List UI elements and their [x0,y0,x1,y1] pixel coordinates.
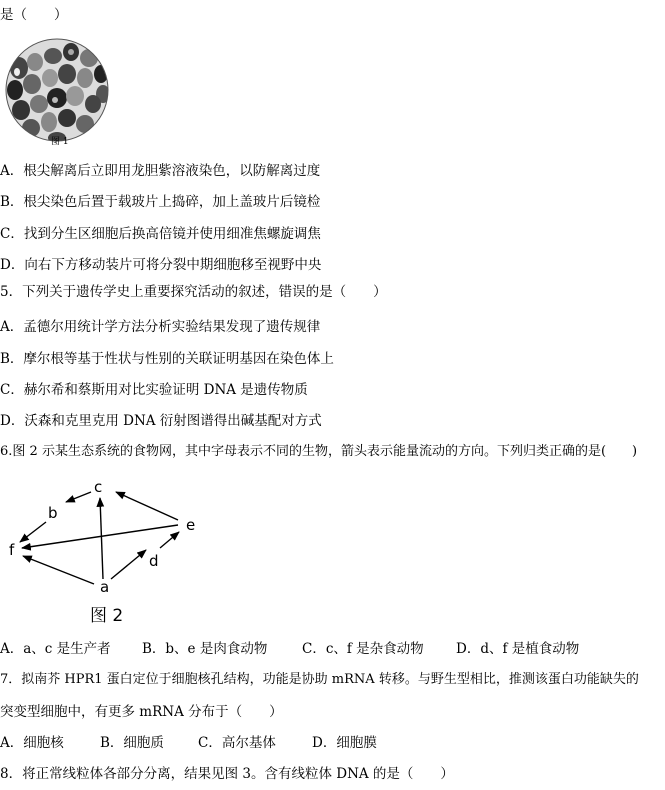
arrow-a-to-f [23,556,94,584]
q5-option-d: D．沃森和克里克用 DNA 衍射图谱得出碱基配对方式 [0,413,322,429]
arrow-a-to-d [111,550,146,579]
q4-option-d: D．向右下方移动装片可将分裂中期细胞移至视野中央 [0,257,322,273]
arrow-e-to-f [22,525,178,548]
q6-option-c: C．c、f 是杂食动物 [302,641,424,657]
node-a: a [100,578,110,596]
q5-option-b: B．摩尔根等基于性状与性别的关联证明基因在染色体上 [0,351,334,367]
food-web-diagram [6,478,220,600]
arrow-c-to-b [66,492,91,502]
figure-1-caption: 图 1 [51,137,69,147]
node-b: b [48,504,58,522]
food-web-arrows [20,492,179,584]
node-e: e [186,516,196,534]
q4-option-a: A．根尖解离后立即用龙胆紫溶液染色，以防解离过度 [0,163,321,179]
q6-stem: 6.图 2 示某生态系统的食物网，其中字母表示不同的生物，箭头表示能量流动的方向。下列归类正确的是( ) [0,444,638,459]
q4-option-c: C．找到分生区细胞后换高倍镜并使用细准焦螺旋调焦 [0,226,321,242]
micrograph-image [5,38,110,143]
q7-stem-line2: 突变型细胞中，有更多 mRNA 分布于（ ） [0,704,283,720]
q5-option-a: A．孟德尔用统计学方法分析实验结果发现了遗传规律 [0,319,321,335]
q5-option-c: C．赫尔希和蔡斯用对比实验证明 DNA 是遗传物质 [0,382,308,398]
node-d: d [149,552,159,570]
q4-option-b: B．根尖染色后置于载玻片上捣碎，加上盖玻片后镜检 [0,194,321,210]
q7-option-b: B．细胞质 [100,735,164,751]
q7-options-row [0,734,377,752]
q7-option-c: C．高尔基体 [198,735,276,751]
arrow-a-to-c [100,498,103,579]
node-f: f [9,541,15,559]
q7-stem-line1: 7．拟南芥 HPR1 蛋白定位于细胞核孔结构，功能是协助 mRNA 转移。与野生型相比，推测该蛋白功能缺失的 [0,672,639,687]
arrow-e-to-c [116,492,178,520]
figure-2-caption: 图 2 [90,606,124,626]
q6-option-d: D．d、f 是植食动物 [456,641,580,657]
q5-stem: 5．下列关于遗传学史上重要探究活动的叙述，错误的是（ ） [0,284,387,300]
q6-option-b: B．b、e 是肉食动物 [142,641,268,657]
q6-options-row [0,640,579,658]
arrow-b-to-f [20,522,46,542]
q7-option-a: A．细胞核 [0,735,64,751]
node-c: c [94,478,103,496]
q8-stem: 8．将正常线粒体各部分分离，结果见图 3。含有线粒体 DNA 的是（ ） [0,766,454,782]
q4-stem-tail: 是（ ） [0,7,68,23]
q6-option-a: A．a、c 是生产者 [0,641,111,657]
q7-option-d: D．细胞膜 [312,735,377,751]
arrow-d-to-e [160,532,179,548]
